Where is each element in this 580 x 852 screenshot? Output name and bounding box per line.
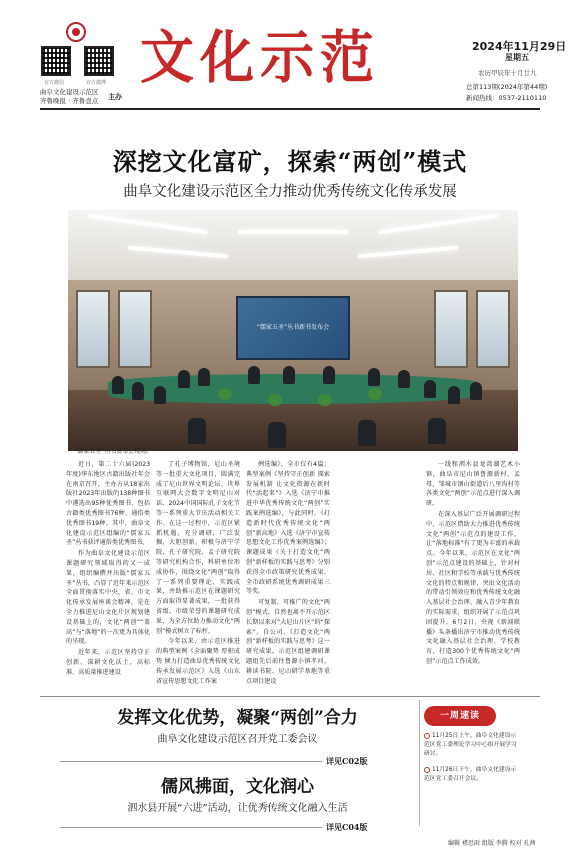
- photo-projection-screen: [236, 296, 350, 360]
- weibo-qr-icon[interactable]: [84, 46, 114, 76]
- photo-plant: [368, 388, 382, 400]
- weekly-digest-banner: 一周速读: [424, 706, 496, 726]
- story-2-headline[interactable]: 发挥文化优势，凝聚“两创”合力: [117, 708, 358, 728]
- lead-photo[interactable]: [68, 210, 518, 451]
- body-column-1: [66, 460, 150, 679]
- paragraph: 一线和泗水县龙湾湖艺术小镇，曲阜市尼山镇鲁源新村、孟母，邹城市钢山街道后八里沟村等各类文化“两创”示范点进行深入调研。: [426, 461, 520, 508]
- lead-subhead: 曲阜文化建设示范区全力推动优秀传统文化传承发展: [123, 184, 457, 200]
- paragraph: 例选编》、全市仅有4篇；典型案例《坚持守正创新 探索发展机制 让文化资源在新时代“活起来”》入选《济宁市推进中华优秀传统文化“两创”实践案例选编》，与此同时，《打造新时代优秀传统文化“两创”新高地》入选《济宁市宣传思想文化工作优秀案例选编》；课题成果《关于打造文化“两创”新样板的实践与思考》分别获得全市政策研究优秀成果、全市政研系统优秀调研成果三等奖。: [246, 461, 330, 596]
- story-3-subhead: 泗水县开展“六进”活动，让优秀传统文化融入生活: [127, 803, 348, 814]
- photo-attendee: [323, 366, 335, 384]
- masthead: [0, 0, 580, 112]
- jump-rule: [60, 827, 322, 828]
- photo-attendee: [154, 386, 166, 404]
- photo-plant: [268, 394, 282, 406]
- photo-attendee: [188, 418, 206, 444]
- host-label: 主办: [108, 93, 122, 101]
- paragraph: 今年以来，由示范区推进的典型案例《全面聚势 厚积成势 倾力打造曲阜优秀传统文化传承发展示范区》入选《山东省宣传思想文化工作案: [156, 638, 240, 685]
- paragraph: 可复制、可推广的文化“两创”模式，自然也离不开示范区长期以来对“大尼山片区”的“探索”。自公司、《打造文化“两创”新样板的实践与思考》这一研究成果。示范区组建调研课题组先后前往鲁源小镇孝河、耕读书院、尼山研学基地等重点项目建设: [246, 599, 330, 685]
- paragraph: 在深入基层广泛开展调研过程中，示范区借助大力推进优秀传统文化“两创”示范点的建设工作，让“落地标准”有了更为丰富的承载点。今年以来，示范区在文化“两创”示范点建设的基础上，针对村居、社区和学校等承载与优秀传统文化的特点和规律，突出文化活动的带动引领效应和优秀传统文化融入基层社会治理、融入青少年教育的实际需求，组织开展了示范点巩固提升。6月2日，央视《新闻联播》头条播出济宁市推动优秀传统文化融入基层社会治理、学校教育，打造300个优秀传统文化“两创”示范点工作成效。: [426, 510, 520, 665]
- lunar-date: 农历甲辰年十月廿九: [478, 69, 537, 77]
- photo-window: [476, 290, 510, 368]
- publisher-line-2: 齐鲁晚报 · 齐鲁壹点: [40, 96, 99, 105]
- photo-window: [118, 290, 152, 368]
- bullet-icon: [424, 767, 430, 773]
- photo-attendee: [283, 366, 295, 384]
- story-3-headline[interactable]: 儒风拂面，文化润心: [161, 777, 314, 797]
- photo-attendee: [132, 382, 144, 400]
- photo-attendee: [112, 376, 124, 394]
- bullet-icon: [424, 733, 430, 739]
- photo-attendee: [198, 368, 210, 386]
- photo-attendee: [248, 366, 260, 384]
- publisher-line-1: 曲阜文化建设示范区: [40, 88, 99, 96]
- photo-attendee: [424, 380, 436, 398]
- body-column-2: [156, 460, 240, 687]
- jump-link-c04[interactable]: 详见C04版: [326, 822, 368, 832]
- newspaper-logo: 文化示范: [140, 24, 380, 91]
- digest-item-text: 11月26日下午，曲阜文化建设示范区党工委召开会议。: [424, 767, 517, 782]
- photo-attendee: [178, 370, 190, 388]
- paragraph: 作为曲阜文化建设示范区课题研究领域取得的又一成果，组织编撰并出版“儒家五圣”丛书，凸显了近年来示范区全面贯彻落实中央、省、市文化传承发展座谈会精神，是在全力推进尼山文化片区规划建设基础上的，文化“两创”“盖高”与“落地”的一次更为具体化的呈现。: [66, 550, 150, 646]
- lead-headline[interactable]: 深挖文化富矿，探索“两创”模式: [112, 147, 468, 176]
- jump-link-c02[interactable]: 详见C02版: [326, 756, 368, 766]
- photo-window: [76, 290, 110, 368]
- body-column-4: [426, 460, 520, 668]
- weekly-digest: [424, 706, 520, 818]
- photo-attendee: [268, 422, 286, 448]
- weekday: 星期五: [505, 53, 529, 62]
- digest-item[interactable]: [424, 766, 520, 784]
- qr-caption-wechat: 官方微信: [44, 80, 65, 86]
- photo-light: [238, 230, 348, 234]
- wechat-qr-icon[interactable]: [41, 46, 71, 76]
- story-2-subhead: 曲阜文化建设示范区召开党工委会议: [157, 734, 318, 745]
- photo-attendee: [428, 418, 446, 444]
- photo-plant: [218, 388, 232, 400]
- photo-attendee: [398, 370, 410, 388]
- digest-item[interactable]: [424, 732, 520, 759]
- photo-attendee: [470, 382, 482, 400]
- body-column-3: [246, 460, 330, 687]
- paragraph: 近年来，示范区坚持守正创新，深耕文化沃土，高标准、高质量推进建设: [66, 649, 150, 676]
- editor-credits: 编辑 褚思雨 组版 李腾 校对 孔茜: [448, 840, 536, 847]
- masthead-divider: [40, 108, 540, 110]
- jump-rule: [60, 761, 322, 762]
- column-divider: [419, 700, 420, 826]
- publisher: [40, 88, 99, 105]
- news-hotline: 新闻热线：0537-2110110: [466, 94, 547, 102]
- photo-plant: [318, 394, 332, 406]
- digest-item-text: 11月25日上午，曲阜文化建设示范区党工委理论学习中心组开展学习研讨。: [424, 733, 517, 757]
- photo-attendee: [368, 368, 380, 386]
- paragraph: 近日，第二十六届(2023年度)华东地区古籍出版社年会在南京召开，主办方从18家出版社2023年出版的138种图书中遴选出95种优秀图书，包括古籍类优秀图书76种、通俗类优秀图书19种。其中，曲阜文化建设示范区组编的“儒家五圣”丛书获评通俗类优秀图书。: [66, 461, 150, 547]
- photo-window: [434, 290, 468, 368]
- photo-attendee: [358, 420, 376, 446]
- screen-text: “儒家五圣”丛书新书发布会: [256, 324, 330, 331]
- emblem-icon: [66, 22, 86, 42]
- issue-date: 2024年11月29日: [472, 40, 567, 53]
- qr-caption-weibo: 官方微博: [86, 80, 107, 86]
- paragraph: 了孔子博物馆、尼山圣境等一批重大文化项目，圆满完成了尼山世界文明论坛、世界互联网大会数字文明尼山对话、2024中国国际孔子文化节等一系列重大节庆活动相关工作。在这一过程中，示范区紧抓机遇，充分调研，广泛发掘，大胆创新，积极与济宁学院、孔子研究院、孟子研究院等研究机构合作，科研单位形成协作，围绕文化“两创”取得了一系列重要理论、实践成果，并助推示范区在课题研究方面取得显著成果，一批获得省级、市级荣誉的课题研究成果，为全方位助力推动文化“两创”模式树立了标杆。: [156, 461, 240, 635]
- photo-attendee: [448, 386, 460, 404]
- photo-caption: “儒家五圣”丛书发布会现场。: [74, 448, 153, 455]
- section-divider: [40, 696, 540, 697]
- issue-number: 总第113期(2024年第44期): [466, 83, 548, 91]
